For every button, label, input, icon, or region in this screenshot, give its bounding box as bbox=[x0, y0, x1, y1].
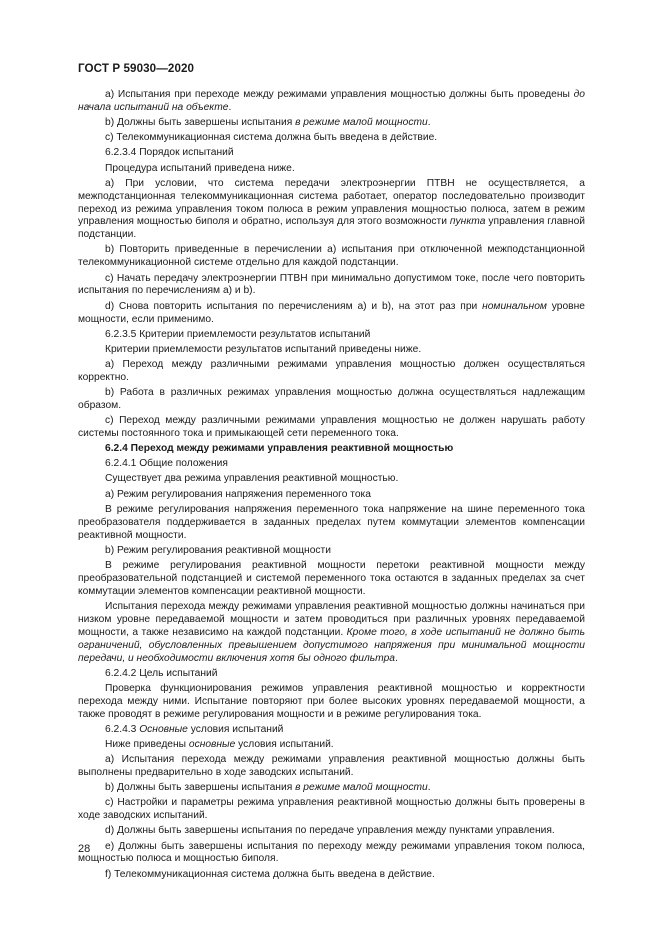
section-heading: 6.2.3.5 Критерии приемлемости результатов испытаний bbox=[105, 328, 371, 340]
paragraph: Ниже приведены основные условия испытаний. bbox=[105, 738, 334, 750]
paragraph: d) Снова повторить испытания по перечислениям a) и b), на этот раз при номинальном уровне мощности, если применимо. bbox=[78, 300, 585, 325]
paragraph: В режиме регулирования реактивной мощности перетоки реактивной мощности между преобразовательной подстанцией и системой переменного тока остаются в заданных пределах за счет коммутации элементов компенсации реактивной мощности. bbox=[78, 559, 585, 597]
paragraph: Процедура испытаний приведена ниже. bbox=[105, 162, 295, 174]
paragraph: a) Испытания перехода между режимами управления реактивной мощностью должны быть выполнены предварительно в ходе заводских испытаний. bbox=[78, 754, 585, 778]
paragraph: c) Телекоммуникационная система должна быть введена в действие. bbox=[105, 132, 438, 144]
paragraph: b) Повторить приведенные в перечислении a) испытания при отключенной межподстанционной телекоммуникационной системе отдельно для каждой подстанции. bbox=[78, 244, 585, 269]
paragraph: b) Режим регулирования реактивной мощности bbox=[105, 544, 331, 556]
paragraph: c) Переход между различными режимами управления мощностью не должен нарушать работу системы постоянного тока и примыкающей сети переменного тока. bbox=[78, 415, 585, 439]
paragraph: e) Должны быть завершены испытания по переходу между режимами управления током полюса, мощностью полюса и мощностью биполя. bbox=[78, 840, 585, 865]
paragraph: c) Начать передачу электроэнергии ПТВН при минимально допустимом токе, после чего повторить испытания по перечислениям a) и b). bbox=[78, 272, 585, 297]
paragraph: b) Должны быть завершены испытания в режиме малой мощности. bbox=[105, 782, 431, 794]
paragraph: Проверка функционирования режимов управления реактивной мощностью и корректности перехода между ними. Испытание повторяют при более высоких уровнях передаваемой мощности, а также проводят в режиме регулирования мощности и в режиме регулирования тока. bbox=[78, 682, 585, 720]
paragraph: d) Должны быть завершены испытания по передаче управления между пунктами управления. bbox=[105, 825, 555, 837]
paragraph: a) Испытания при переходе между режимами управления мощностью должны быть проведены до начала испытаний на объекте. bbox=[78, 89, 585, 113]
document-header: ГОСТ Р 59030—2020 bbox=[78, 62, 195, 75]
paragraph: В режиме регулирования напряжения переменного тока напряжение на шине переменного тока преобразователя поддерживается в заданных пределах путем коммутации элементов компенсации реактивной мощности. bbox=[78, 503, 585, 541]
paragraph: a) Переход между различными режимами управления мощностью должен осуществляться корректно. bbox=[78, 358, 585, 383]
paragraph: Существует два режима управления реактивной мощностью. bbox=[105, 473, 399, 485]
section-heading: 6.2.4.2 Цель испытаний bbox=[105, 667, 218, 679]
paragraph: a) При условии, что система передачи электроэнергии ПТВН не осуществляется, а межподстанционная телекоммуникационная система работает, оператор последовательно производит переход из режима управления током полюса в режим управления мощностью полюса, затем в режим управления мощностью биполя и обратно, используя для этого возможности пункта управления главной подстанции. bbox=[78, 177, 585, 241]
section-heading: 6.2.4.3 Основные условия испытаний bbox=[105, 723, 284, 735]
paragraph: f) Телекоммуникационная система должна быть введена в действие. bbox=[105, 868, 435, 880]
page-number: 28 bbox=[78, 843, 91, 855]
section-heading: 6.2.4.1 Общие положения bbox=[105, 458, 228, 470]
section-heading: 6.2.3.4 Порядок испытаний bbox=[105, 147, 234, 159]
paragraph: a) Режим регулирования напряжения переменного тока bbox=[105, 488, 371, 500]
paragraph: b) Работа в различных режимах управления мощностью должна осуществляться надлежащим образом. bbox=[78, 387, 585, 411]
page-body bbox=[78, 89, 585, 884]
paragraph: c) Настройки и параметры режима управления реактивной мощностью должны быть проверены в ходе заводских испытаний. bbox=[78, 797, 585, 822]
paragraph: Критерии приемлемости результатов испытаний приведены ниже. bbox=[105, 343, 422, 355]
paragraph: Испытания перехода между режимами управления реактивной мощностью должны начинаться при низком уровне передаваемой мощности и затем проводиться при различных уровнях передаваемой мощности, а также независимо на каждой подстанции. Кроме того, в ходе испытаний не должно быть ограничений, обусловленных превышением допустимого напряжения при минимальной мощности передачи, и необходимости включения хотя бы одного фильтра. bbox=[78, 600, 585, 664]
paragraph: b) Должны быть завершены испытания в режиме малой мощности. bbox=[105, 117, 431, 129]
section-heading-bold: 6.2.4 Переход между режимами управления реактивной мощностью bbox=[105, 443, 454, 455]
